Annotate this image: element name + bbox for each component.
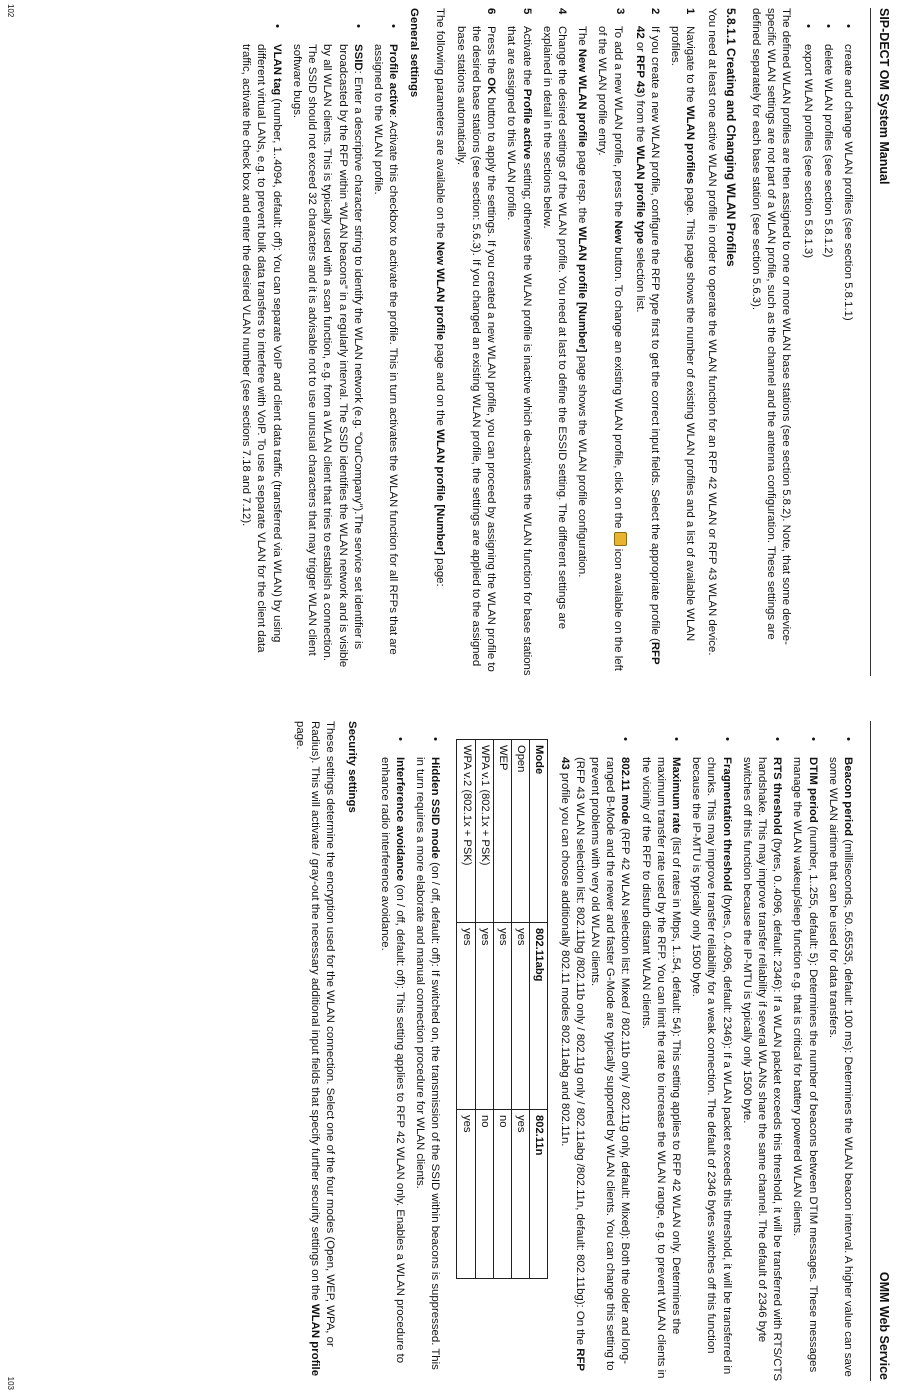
intro-paragraph: The defined WLAN profiles are then assigned to one or more WLAN base stations (see section 5.8.2). Note, that some device-specific WLAN settings are not part of a WLAN profile, such as the channel and the antenna configuration. These settings are defined separately for each base station (see section 5.6.3). — [749, 8, 793, 645]
step-5: 5 Activate the Profile active setting; otherwise the WLAN profile is inactive which de-activates the WLAN function for base stations that are assigned to this WLAN profile. — [505, 8, 533, 676]
setting-profile-active: • Profile active: Activate this checkbox to activate the profile. This in turn activates the WLAN function for all RFPs that are assigned to the WLAN profile. — [370, 8, 400, 680]
table-cell: no — [475, 1110, 493, 1279]
column-header: Mode — [530, 740, 548, 923]
steps-list — [453, 8, 698, 680]
table-cell: WPA v.2 (802.1x + PSK) — [457, 740, 475, 923]
parameters-paragraph: The following parameters are available on the New WLAN profile page and on the WLAN profile [Number] page: — [433, 8, 446, 587]
list-item: • export WLAN profiles (see section 5.8.1.3) — [799, 8, 814, 680]
step-number: 6 — [485, 8, 498, 15]
extra-settings-list — [377, 721, 443, 1381]
step-2: 2 If you create a new WLAN profile, configure the RFP type first to get the correct input fields. Select the appropriate profile (RFP 42 or RFP 43) from the WLAN profile type selection list. — [633, 8, 661, 665]
table-cell: yes — [511, 1110, 529, 1279]
header-rule — [870, 8, 871, 676]
step-3: 3 To add a new WLAN profile, press the New button. To change an existing WLAN profile, click on the icon available on the left of the WLAN profile entry. The New WLAN profile page resp. the WLAN profile [Number] page shows the WLAN profile configuration. — [574, 8, 627, 680]
step-number: 1 — [684, 8, 697, 15]
table-row — [493, 740, 511, 1279]
page-number: 102 — [6, 4, 15, 18]
security-paragraph: These settings determine the encryption used for the WLAN connection. Select one of the four modes (Open, WEP, WPA, or Radius). This will activate / gray-out the necessary additional input fields that specify further security settings on the WLAN profile page. — [293, 721, 337, 1377]
edit-profile-icon — [614, 532, 627, 546]
section-title: 5.8.1.1 Creating and Changing WLAN Profiles — [723, 8, 738, 267]
general-settings-list — [238, 8, 400, 680]
setting-beacon-period: • Beacon period (milliseconds, 50..65535, default: 100 ms): Determines the WLAN beacon interval. A higher value can save some WLAN airtime that can be used for data transfers. — [825, 721, 855, 1381]
mode-compatibility-table — [456, 739, 548, 1279]
header-rule — [870, 721, 871, 1381]
step-4: 4 Change the desired settings of the WLAN profile. You need at last to define the ESSID setting. The different settings are explained in detail in the sections below. — [540, 8, 568, 630]
table-cell: yes — [511, 923, 529, 1110]
intro-list — [799, 8, 855, 680]
table-cell: WPA v.1 (802.1x + PSK) — [475, 740, 493, 923]
column-header: 802.11abg — [530, 923, 548, 1110]
table-row — [457, 740, 475, 1279]
table-row — [511, 740, 529, 1279]
page-header: SIP-DECT OM System Manual — [877, 8, 891, 185]
step-number: 4 — [555, 8, 568, 15]
list-item: • create and change WLAN profiles (see section 5.8.1.1) — [840, 8, 855, 680]
setting-dtim-period: • DTIM period (number, 1..255, default: 5): Determines the number of beacons between DTIM messages. These messages manage the WLAN wakeup/sleep function e.g. that is critical for battery powered WLAN clients. — [789, 721, 819, 1381]
advanced-settings-list — [556, 721, 855, 1381]
step-6: 6 Press the OK button to apply the settings. If you created a new WLAN profile, you can proceed by assigning the WLAN profile to the desired base stations (see section: 5.6.3). If you changed an existing WLAN profile, the settings are applied to the assigned base stations automatically. — [454, 8, 498, 672]
setting-80211-mode: • 802.11 mode (RFP 42 WLAN selection list: Mixed / 802.11b only / 802.11g only, default: Mixed): Both the older and long-ranged B-Mode and the newer and faster G-Mode are typically supported by WLAN clients. You can change this setting to prevent problems with very old WLAN clients. (RFP 43 WLAN selection list: 802.11bg /802.11b only / 802.11g only / 802.11abg /802.11n, default: 802.11bg): On the RFP 43 profile you can choose additionally 802.11 modes 802.11abg and 802.11n. — [556, 721, 632, 1381]
step-number: 3 — [613, 8, 626, 15]
step-3-note: The New WLAN profile page resp. the WLAN profile [Number] page shows the WLAN profile configuration. — [576, 26, 589, 578]
step-number: 5 — [520, 8, 533, 15]
security-settings-title: Security settings — [345, 721, 358, 813]
section-paragraph: You need at least one active WLAN profile in order to operate the WLAN function for an RFP 42 WLAN or RFP 43 WLAN device. — [705, 8, 718, 656]
table-cell: yes — [475, 923, 493, 1110]
list-item: • delete WLAN profiles (see section 5.8.1.2) — [820, 8, 835, 680]
step-1: 1 Navigate to the WLAN profiles page. This page shows the number of existing WLAN profiles and a list of available WLAN profiles. — [669, 8, 697, 642]
setting-fragmentation-threshold: • Fragmentation threshold (bytes, 0..4096, default: 2346): If a WLAN packet exceeds this threshold, it will be transferred in chunks. This may improve transfer reliability for a weak connection. The default of 2346 bytes switches off this function because the IP-MTU is typically only 1500 byte. — [688, 721, 734, 1381]
table-cell: Open — [511, 740, 529, 923]
table-cell: yes — [493, 923, 511, 1110]
setting-vlan-tag: • VLAN tag (number, 1..4094, default: off): You can separate VoIP and client data traffic (transferred via WLAN) by using different virtual LANs, e.g. to prevent bulk data transfers to interfere with VoIP. To use a separate VLAN for the client data traffic, activate the check box and enter the desired VLAN number (see sections 7.18 and 7.12). — [238, 8, 284, 680]
general-settings-title: General settings — [408, 8, 421, 98]
page-body — [286, 721, 855, 1381]
ui-term: WLAN profiles — [684, 105, 697, 185]
column-header: 802.11n — [530, 1110, 548, 1279]
table-header-row — [530, 740, 548, 1279]
setting-rts-threshold: • RTS threshold (bytes, 0..4096, default: 2346): If a WLAN packet exceeds this threshold, it will be transferred with RTS/CTS handshake. This may improve transfer reliability if several WLANs share the same channel. The default of 2346 byte switches off this function because the IP-MTU is typically only 1500 byte. — [739, 721, 785, 1381]
setting-maximum-rate: • Maximum rate (list of rates in Mbps, 1..54, default: 54): This setting applies to RFP 42 WLAN only. Determines the maximum transfer rate used by the RFP. You can limit the rate to increase the WLAN range, e.g. to prevent WLAN clients in the vicinity of the RFP to disturb distant WLAN clients. — [637, 721, 683, 1381]
setting-interference-avoidance: • Interference avoidance (on / off, default: off): This setting applies to RFP 42 WLAN only. Enables a WLAN procedure to enhance radio interference avoidance. — [377, 721, 407, 1381]
table-row — [475, 740, 493, 1279]
page-body — [232, 8, 855, 680]
page-103 — [0, 697, 901, 1394]
step-number: 2 — [648, 8, 661, 15]
table-cell: yes — [457, 1110, 475, 1279]
table-cell: no — [493, 1110, 511, 1279]
table-cell: yes — [457, 923, 475, 1110]
setting-ssid: • SSID: Enter a descriptive character string to identify the WLAN network (e.g. “OurCompany”).The service set identifier is broadcasted by the RFP within “WLAN beacons” in a regularly interval. The SSID identifies the WLAN network and is visible by all WLAN clients. This is typically used with a scan function, e.g. from a WLAN client that tries to establish a connection. The SSID should not exceed 32 characters and it is advisable not to use unusual characters that may trigger WLAN client software bugs. — [289, 8, 365, 680]
page-number: 103 — [6, 1376, 15, 1390]
setting-hidden-ssid-mode: • Hidden SSID mode (on / off, default: off): If switched on, the transmission of the SSID within beacons is suppressed. This in turn requires a more elaborate and manual connection procedure for WLAN clients. — [412, 721, 442, 1381]
page-header: OMM Web Service — [877, 1271, 891, 1380]
table-cell: WEP — [493, 740, 511, 923]
